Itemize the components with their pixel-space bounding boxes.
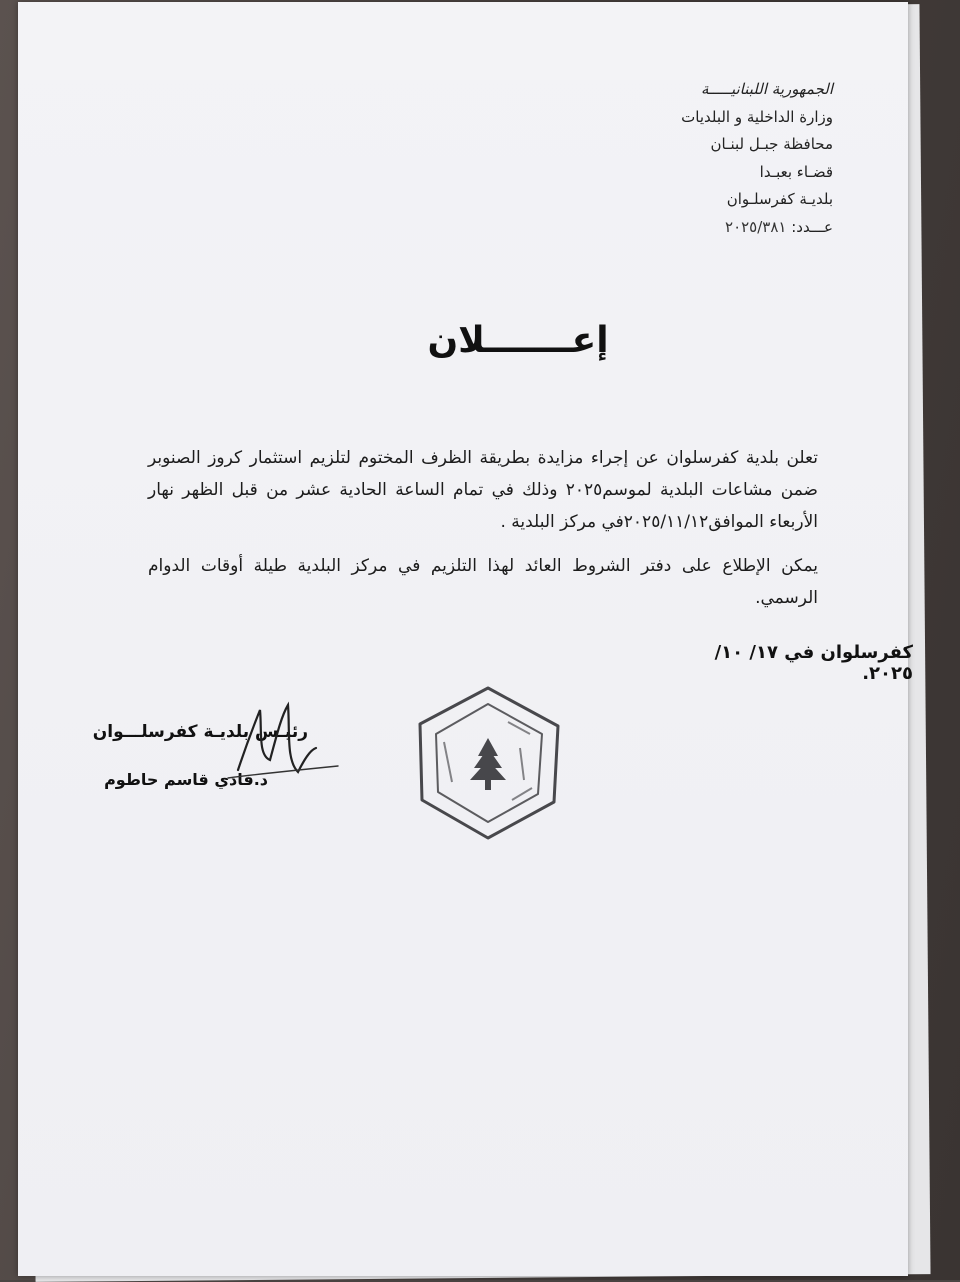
reference-number: ٢٠٢٥/٣٨١ (725, 217, 787, 236)
cedar-icon (470, 738, 506, 790)
dateline: كفرسلوان في ١٧/ ١٠/ ٢٠٢٥. (714, 642, 913, 684)
announcement-body (148, 442, 818, 626)
ministry-line: وزارة الداخلية و البلديات (681, 107, 833, 126)
municipality-line: بلديـة كفرسلـوان (726, 190, 833, 208)
official-stamp (408, 682, 568, 842)
governorate-line: محافظة جبـل لبنـان (710, 135, 833, 153)
letterhead (533, 76, 833, 241)
body-paragraph-2: يمكن الإطلاع على دفتر الشروط العائد لهذا التلزيم في مركز البلدية طيلة أوقات الدوام الرسمي. (148, 556, 818, 608)
signatory-name: د.فادي قاسم حاطوم (104, 770, 268, 789)
reference-line (533, 214, 833, 242)
body-paragraph-1: تعلن بلدية كفرسلوان عن إجراء مزايدة بطريقة الظرف المختوم لتلزيم استثمار كروز الصنوبر ضمن مشاعات البلدية لموسم٢٠٢٥ وذلك في تمام الساعة الحادية عشر من قبل الظهر نهار الأربعاء الموافق٢٠٢٥/١١/١٢في مركز البلدية . (148, 448, 818, 532)
document-page (18, 2, 913, 1276)
district-line: قضـاء بعبـدا (759, 162, 833, 181)
signatory-title: رئيـس بلديـة كفرسلـــوان (92, 722, 308, 742)
announcement-title: إعـــــــلان (427, 320, 609, 361)
republic-line: الجمهورية اللبنانيـــــة (700, 80, 833, 98)
reference-label: عـــدد: (791, 217, 833, 236)
handwritten-signature (218, 700, 358, 790)
